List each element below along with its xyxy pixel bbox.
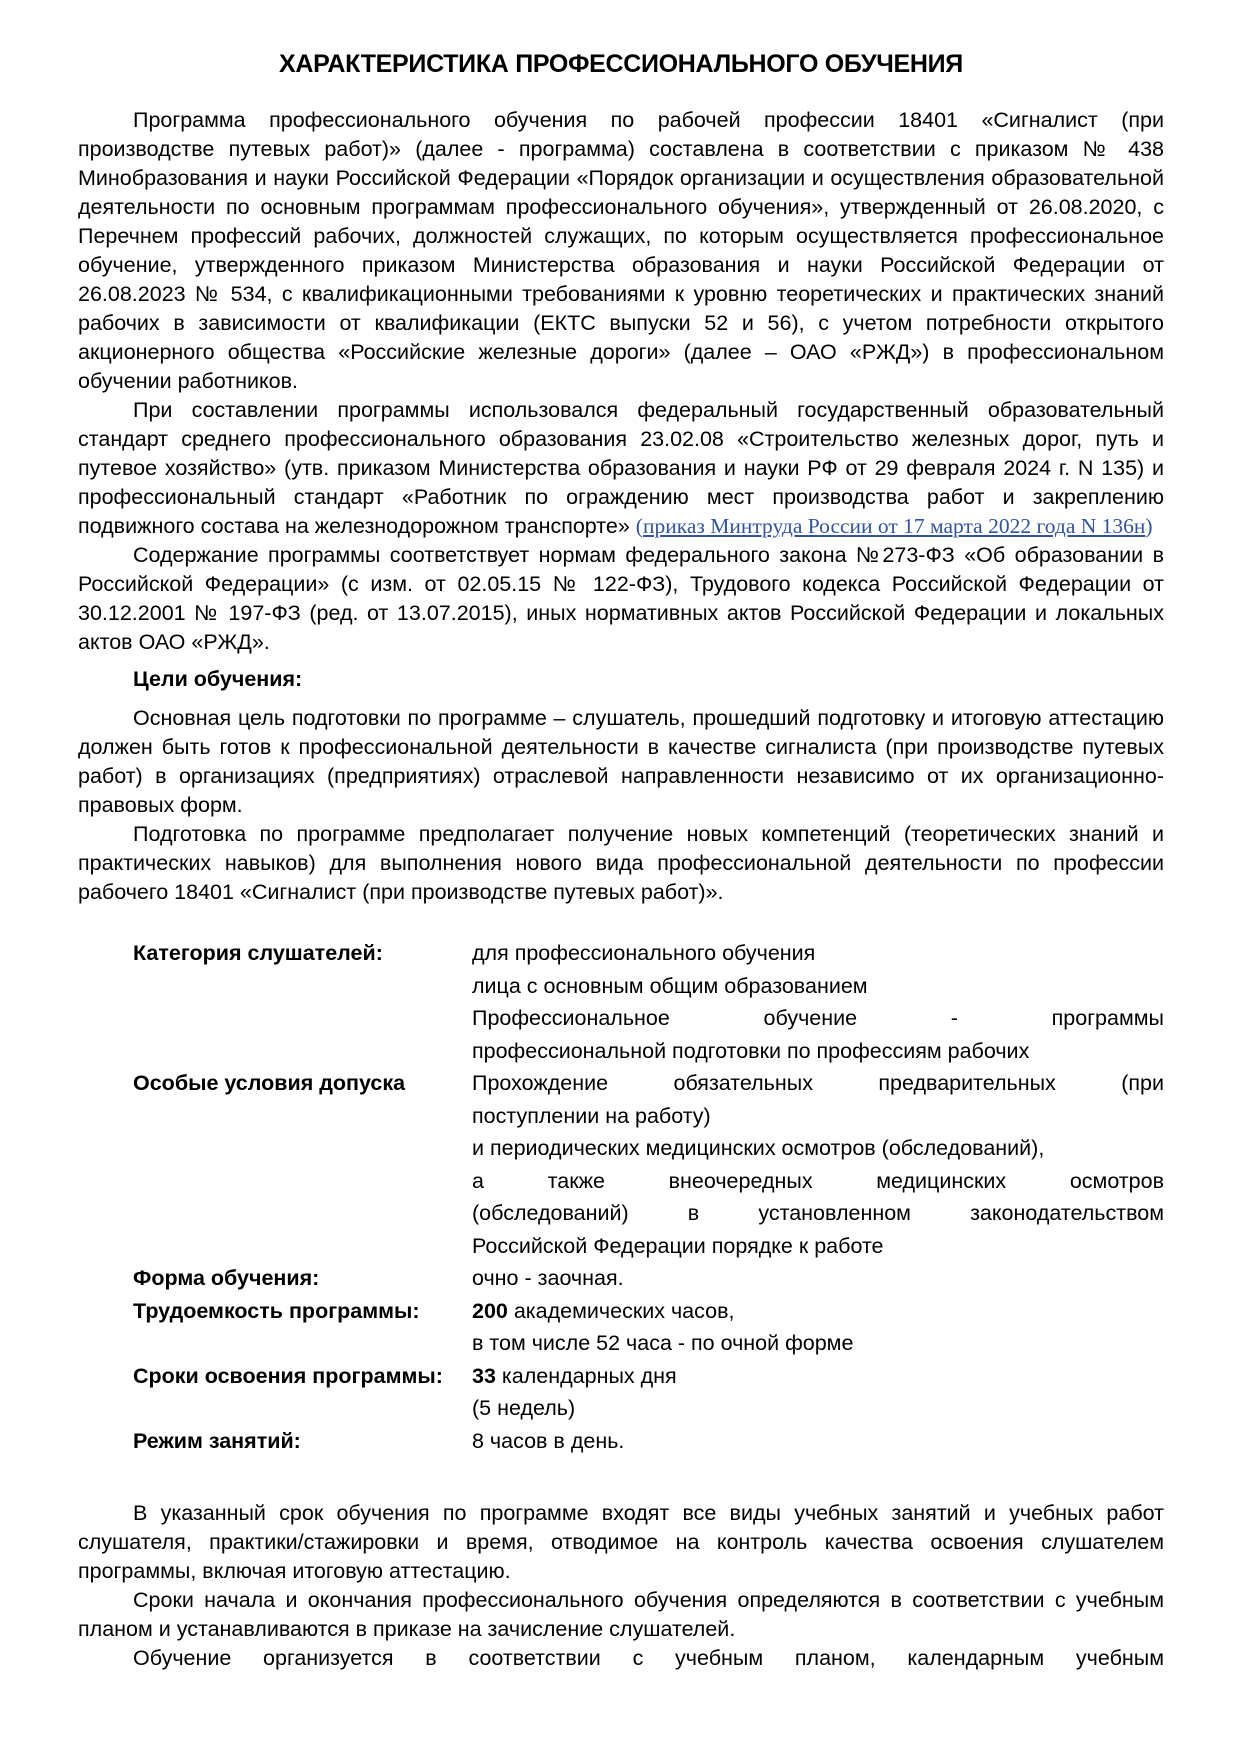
- spec-value-line: (5 недель): [472, 1396, 576, 1420]
- intro-paragraph-3: Содержание программы соответствует нормам федерального закона №273-ФЗ «Об образовании в Российской Федерации» (с изм. от 02.05.15 № 122-ФЗ), Трудового кодекса Российской Федерации от 30.12.2001 № 197-ФЗ (ред. от 13.07.2015), иных нормативных актов Российской Федерации и локальных актов ОАО «РЖД».: [78, 543, 1164, 654]
- program-specs: [78, 937, 1164, 1457]
- closing-paragraph-2: Сроки начала и окончания профессионального обучения определяются в соответствии с учебным планом и устанавливаются в приказе на зачисление слушателей.: [78, 1588, 1164, 1641]
- goals-paragraph-1: Основная цель подготовки по программе – слушатель, прошедший подготовку и итоговую аттестацию должен быть готов к профессиональной деятельности в качестве сигналиста (при производстве путевых работ) в организациях (предприятиях) отраслевой направленности независимо от их организационно-правовых форм.: [78, 706, 1164, 817]
- spec-value-line: а также внеочередных медицинских осмотров: [472, 1168, 1164, 1193]
- closing-paragraph-1: В указанный срок обучения по программе входят все виды учебных занятий и учебных работ слушателя, практики/стажировки и время, отводимое на контроль качества освоения слушателем программы, включая итоговую аттестацию.: [78, 1501, 1164, 1583]
- spec-row-admission: [78, 1067, 1164, 1262]
- spec-value-duration: [472, 1360, 1164, 1425]
- spec-row-schedule: [78, 1425, 1164, 1458]
- duration-days-bold: 33: [472, 1363, 496, 1388]
- spec-value-line: Профессиональное обучение - программы: [472, 1006, 1164, 1030]
- spec-row-category: [78, 937, 1164, 1067]
- spec-row-duration: [78, 1360, 1164, 1425]
- intro-paragraph-2: [78, 396, 1164, 541]
- workload-hours-rest: академических часов,: [507, 1298, 735, 1323]
- spec-value-line: Российской Федерации порядке к работе: [472, 1233, 884, 1258]
- closing-section: [78, 1499, 1164, 1673]
- spec-value-category: [472, 937, 1164, 1067]
- spec-value-schedule: [472, 1425, 1164, 1458]
- spec-value-line: очно - заочная.: [472, 1266, 624, 1290]
- spec-value-admission: [472, 1067, 1164, 1262]
- spec-value-workload: [472, 1295, 1164, 1360]
- spec-value-line: [472, 1360, 1164, 1393]
- spec-value-line: [472, 1295, 1164, 1328]
- spec-label-workload: Трудоемкость программы:: [133, 1298, 420, 1323]
- spec-value-line: лица с основным общим образованием: [472, 973, 868, 998]
- goals-paragraph-2: Подготовка по программе предполагает получение новых компетенций (теоретических знаний и практических навыков) для выполнения нового вида профессиональной деятельности по профессии рабочего 18401 «Сигналист (при производстве путевых работ)».: [78, 822, 1164, 904]
- spec-value-line: Прохождение обязательных предварительных (при: [472, 1071, 1164, 1095]
- duration-days-rest: календарных дня: [495, 1363, 677, 1388]
- spec-label-duration: Сроки освоения программы:: [133, 1363, 443, 1388]
- intro-paragraph-1: Программа профессионального обучения по рабочей профессии 18401 «Сигналист (при производстве путевых работ)» (далее - программа) составлена в соответствии с приказом № 438 Минобразования и науки Российской Федерации «Порядок организации и осуществления образовательной деятельности по основным программам профессионального обучения», утвержденный от 26.08.2020, с Перечнем профессий рабочих, должностей служащих, по которым осуществляется профессиональное обучение, утвержденного приказом Министерства образования и науки Российской Федерации от 26.08.2023 № 534, с квалификационными требованиями к уровню теоретических и практических знаний рабочих в зависимости от квалификации (ЕКТС выпуски 52 и 56), с учетом потребности открытого акционерного общества «Российские железные дороги» (далее – ОАО «РЖД») в профессиональном обучении работников.: [78, 108, 1164, 393]
- workload-hours-bold: 200: [472, 1298, 508, 1323]
- spec-value-line: (обследований) в установленном законодательством: [472, 1201, 1164, 1225]
- spec-value-line: в том числе 52 часа - по очной форме: [472, 1331, 854, 1355]
- intro-paragraph-2-text: При составлении программы использовался федеральный государственный образовательный стандарт среднего профессионального образования 23.02.08 «Строительство железных дорог, путь и путевое хозяйство» (утв. приказом Министерства образования и науки РФ от 29 февраля 2024 г. N 135) и профессиональный стандарт «Работник по ограждению мест производства работ и закреплению подвижного состава на железнодорожном транспорте»: [78, 398, 1164, 538]
- spec-value-line: поступлении на работу): [472, 1103, 711, 1128]
- spec-value-line: для профессионального обучения: [472, 941, 816, 965]
- spec-value-line: 8 часов в день.: [472, 1428, 625, 1453]
- spec-row-workload: [78, 1295, 1164, 1360]
- goals-heading: Цели обучения:: [133, 667, 303, 691]
- mintrud-order-link[interactable]: приказ Минтруда России от 17 марта 2022 года N 136н: [642, 514, 1146, 538]
- spec-label-category: Категория слушателей:: [133, 941, 383, 965]
- spec-row-form: [78, 1262, 1164, 1295]
- spec-value-line: профессиональной подготовки по профессиям рабочих: [472, 1038, 1030, 1063]
- spec-label-admission: Особые условия допуска: [133, 1071, 406, 1095]
- link-close-paren: ): [1145, 514, 1153, 538]
- link-open-paren: (: [635, 514, 643, 538]
- spec-label-schedule: Режим занятий:: [133, 1428, 301, 1453]
- spec-value-form: [472, 1262, 1164, 1295]
- closing-paragraph-3: Обучение организуется в соответствии с учебным планом, календарным учебным: [133, 1646, 1164, 1670]
- document-title: ХАРАКТЕРИСТИКА ПРОФЕССИОНАЛЬНОГО ОБУЧЕНИЯ: [279, 50, 963, 78]
- spec-value-line: и периодических медицинских осмотров (обследований),: [472, 1136, 1045, 1160]
- spec-label-form: Форма обучения:: [133, 1266, 320, 1290]
